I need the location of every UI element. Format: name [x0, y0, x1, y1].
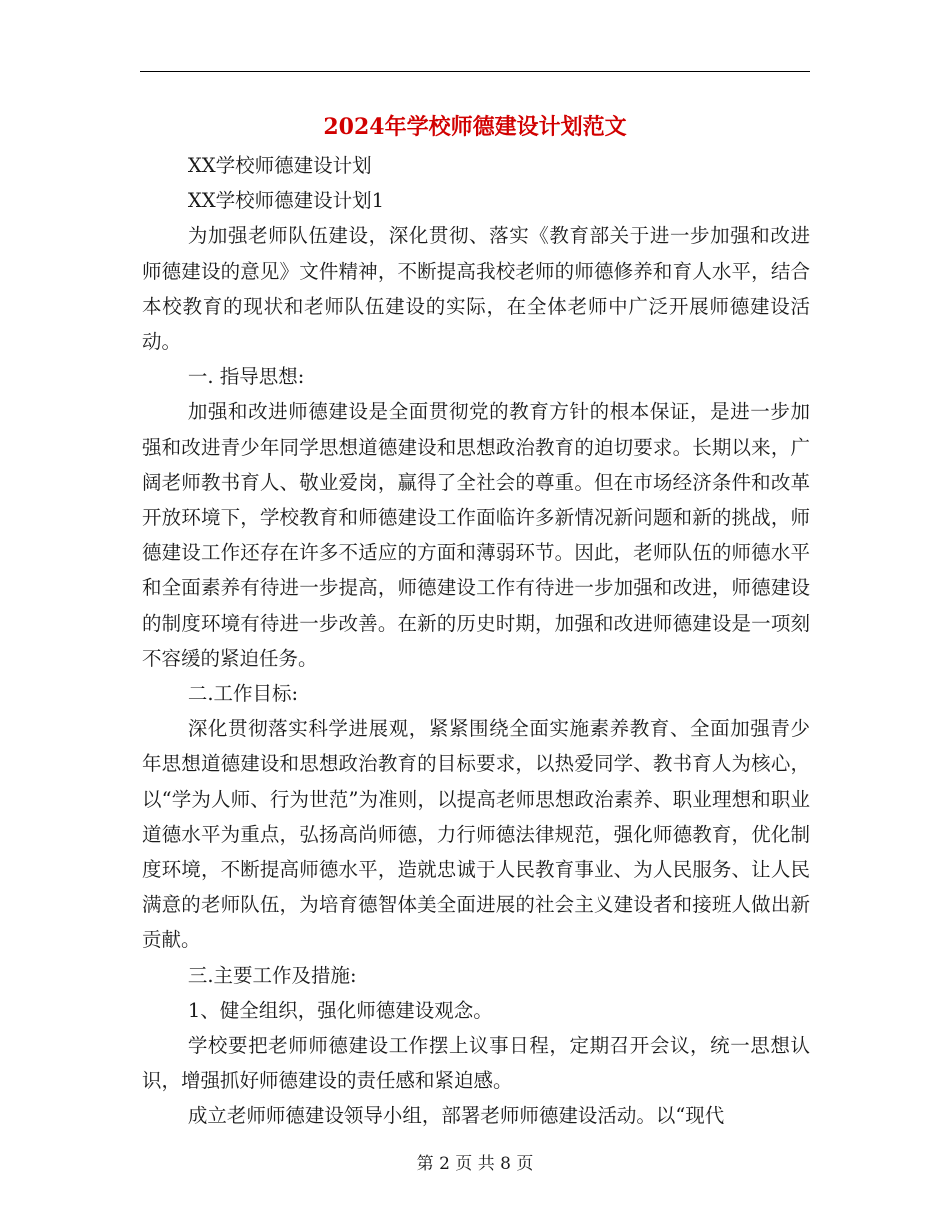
section-heading-guiding-ideology: 一. 指导思想: — [187, 365, 305, 389]
header-rule — [140, 71, 810, 72]
document-title: 2024年学校师德建设计划范文 — [323, 114, 627, 140]
subsection-heading-organization: 1、健全组织，强化师德建设观念。 — [187, 998, 493, 1022]
document-body — [142, 148, 810, 1134]
paragraph-plan-subheading: XX学校师德建设计划1 — [187, 189, 384, 213]
section-heading-work-goals: 二.工作目标: — [187, 682, 299, 706]
paragraph-plan-heading: XX学校师德建设计划 — [187, 154, 372, 177]
page-number: 第 2 页 共 8 页 — [416, 1154, 534, 1174]
paragraph-guiding-ideology: 加强和改进师德建设是全面贯彻党的教育方针的根本保证，是进一步加强和改进青少年同学思想道德建设和思想政治教育的迫切要求。长期以来，广阔老师教书育人、敬业爱岗，赢得了全社会的尊重。但在市场经济条件和改革开放环境下，学校教育和师德建设工作面临许多新情况新问题和新的挑战，师德建设工作还存在许多不适应的方面和薄弱环节。因此，老师队伍的师德水平和全面素养有待进一步提高，师德建设工作有待进一步加强和改进，师德建设的制度环境有待进一步改善。在新的历史时期，加强和改进师德建设是一项刻不容缓的紧迫任务。 — [142, 400, 810, 670]
paragraph-organization: 学校要把老师师德建设工作摆上议事日程，定期召开会议，统一思想认识，增强抓好师德建设的责任感和紧迫感。 — [142, 1034, 810, 1093]
paragraph-work-goals: 深化贯彻落实科学进展观，紧紧围绕全面实施素养教育、全面加强青少年思想道德建设和思想政治教育的目标要求，以热爱同学、教书育人为核心，以“学为人师、行为世范”为准则，以提高老师思想政治素养、职业理想和职业道德水平为重点，弘扬高尚师德，力行师德法律规范，强化师德教育，优化制度环境，不断提高师德水平，造就忠诚于人民教育事业、为人民服务、让人民满意的老师队伍，为培育德智体美全面进展的社会主义建设者和接班人做出新贡献。 — [142, 717, 810, 952]
paragraph-leadership-group: 成立老师师德建设领导小组，部署老师师德建设活动。以“现代 — [187, 1104, 725, 1128]
section-heading-main-work: 三.主要工作及措施: — [187, 963, 357, 987]
paragraph-intro: 为加强老师队伍建设，深化贯彻、落实《教育部关于进一步加强和改进师德建设的意见》文件精神，不断提高我校老师的师德修养和育人水平，结合本校教育的现状和老师队伍建设的实际，在全体老师中广泛开展师德建设活动。 — [142, 224, 810, 354]
